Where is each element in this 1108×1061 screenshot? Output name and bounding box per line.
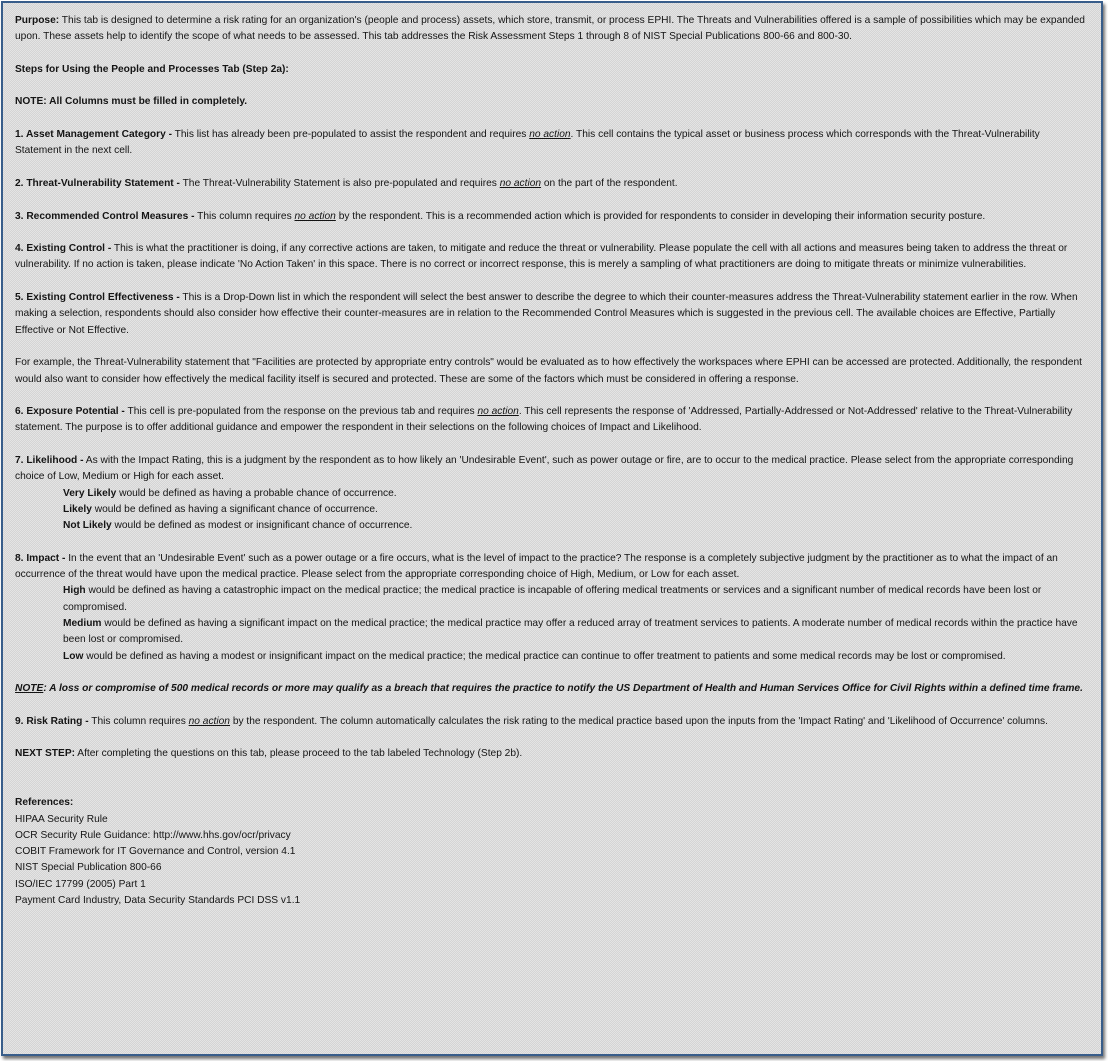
step-9-text-a: This column requires bbox=[88, 715, 189, 727]
likelihood-term: Very Likely bbox=[63, 487, 117, 499]
reference-item: NIST Special Publication 800-66 bbox=[15, 862, 162, 874]
likelihood-level bbox=[15, 502, 1089, 518]
step-2-text-b: on the part of the respondent. bbox=[541, 177, 678, 189]
impact-desc: would be defined as having a modest or insignificant impact on the medical practice; the medical practice can continue to offer treatment to patients and some medical records may be lost or compromised. bbox=[83, 650, 1006, 662]
reference-item: COBIT Framework for IT Governance and Control, version 4.1 bbox=[15, 846, 296, 858]
step-3-text-b: by the respondent. This is a recommended action which is provided for respondents to consider in developing their information security posture. bbox=[335, 210, 986, 222]
impact-term: Low bbox=[63, 650, 84, 662]
step-3-paragraph bbox=[15, 209, 1089, 225]
step-8-text: In the event that an 'Undesirable Event' such as a power outage or a fire occurs, what is the level of impact to the practice? The response is a completely subjective judgment by the practitioner as to what the impact of an occurrence of the threat would have upon the medical practice. Please select from the appropriate corresponding choice of High, Medium, or Low for each asset. bbox=[15, 552, 1058, 581]
instructions-panel bbox=[1, 1, 1103, 1056]
impact-desc: would be defined as having a significant impact on the medical practice; the medical practice may offer a reduced array of treatment services to patients. A moderate number of medical records within the practice have been lost or compromised. bbox=[63, 617, 1078, 646]
step-1-text-a: This list has already been pre-populated to assist the respondent and requires bbox=[172, 129, 530, 141]
step-6-paragraph bbox=[15, 404, 1089, 437]
step-6-text-b: . This cell represents the response of 'Addressed, Partially-Addressed or Not-Addressed' relative to the Threat-Vulnerability statement. The purpose is to offer additional guidance and empower the respondent in their selections on the following choices of Impact and Likelihood. bbox=[15, 406, 1073, 434]
step-6-label: 6. Exposure Potential - bbox=[15, 406, 125, 418]
step-7-text: As with the Impact Rating, this is a judgment by the respondent as to how likely an 'Undesirable Event', such as power outage or fire, are to occur to the medical practice. Please select from the appropriate corresponding choice of Low, Medium or High for each asset. bbox=[15, 455, 1074, 483]
step-6-emphasis: no action bbox=[477, 406, 519, 418]
step-3-emphasis: no action bbox=[294, 210, 336, 222]
step-4-text: This is what the practitioner is doing, if any corrective actions are taken, to mitigate and reduce the threat or vulnerability. Please populate the cell with all actions and measures being taken to address the threat or vulnerability. If no action is taken, please indicate 'No Action Taken' in this space. There is no correct or incorrect response, this is merely a sampling of what practitioners are doing to mitigate threats or minimize vulnerabilities. bbox=[15, 243, 1068, 271]
references-heading-text: References: bbox=[15, 797, 74, 809]
note-all-columns-text: NOTE: All Columns must be filled in completely. bbox=[15, 96, 248, 108]
breach-note-label: NOTE bbox=[15, 683, 44, 695]
step-8-paragraph bbox=[15, 551, 1089, 584]
likelihood-desc: would be defined as having a significant chance of occurrence. bbox=[91, 503, 378, 515]
likelihood-term: Likely bbox=[63, 503, 92, 515]
reference-item: OCR Security Rule Guidance: http://www.hhs.gov/ocr/privacy bbox=[15, 829, 291, 841]
step-2-paragraph bbox=[15, 176, 1089, 192]
next-step-paragraph bbox=[15, 746, 1089, 762]
impact-level bbox=[15, 583, 1089, 616]
step-2-emphasis: no action bbox=[499, 177, 542, 189]
step-5-text: This is a Drop-Down list in which the respondent will select the best answer to describe the degree to which their counter-measures address the Threat-Vulnerability statement earlier in the row. When making a selection, respondents should also consider how effective their counter-measures are in relation to the Recommended Control Measures which is suggested in the previous cell. The available choices are Effective, Partially Effective or Not Effective. bbox=[15, 292, 1078, 336]
impact-level bbox=[15, 649, 1089, 665]
step-3-label: 3. Recommended Control Measures - bbox=[15, 210, 195, 222]
step-1-paragraph bbox=[15, 127, 1089, 160]
breach-note-text: : A loss or compromise of 500 medical records or more may qualify as a breach that requires the practice to notify the US Department of Health and Human Services Office for Civil Rights within a defined time frame. bbox=[43, 683, 1083, 695]
impact-desc: would be defined as having a catastrophic impact on the medical practice; the medical practice is incapable of offering medical treatments or services and a significant number of medical records have been lost or compromised. bbox=[63, 585, 1042, 613]
next-step-text: After completing the questions on this tab, please proceed to the tab labeled Technology (Step 2b). bbox=[75, 748, 523, 760]
likelihood-desc: would be defined as modest or insignificant chance of occurrence. bbox=[111, 520, 413, 532]
step-9-emphasis: no action bbox=[188, 715, 230, 727]
step-5-paragraph bbox=[15, 290, 1089, 339]
reference-item: HIPAA Security Rule bbox=[15, 813, 108, 825]
step-6-text-a: This cell is pre-populated from the response on the previous tab and requires bbox=[124, 406, 478, 418]
impact-term: Medium bbox=[63, 617, 102, 629]
purpose-paragraph bbox=[15, 13, 1089, 46]
step-2-label: 2. Threat-Vulnerability Statement - bbox=[15, 177, 180, 189]
purpose-text: This tab is designed to determine a risk rating for an organization's (people and process) assets, which store, transmit, or process EPHI. The Threats and Vulnerabilities offered is a sample of possibilities which may be expanded upon. These assets help to identify the scope of what needs to be assessed. This tab addresses the Risk Assessment Steps 1 through 8 of NIST Special Publications 800-66 and 800-30. bbox=[15, 15, 1085, 43]
step-1-emphasis: no action bbox=[529, 129, 571, 141]
references-heading bbox=[15, 795, 1089, 811]
step-7-paragraph bbox=[15, 453, 1089, 486]
next-step-label: NEXT STEP: bbox=[15, 748, 76, 760]
step-1-label: 1. Asset Management Category - bbox=[15, 129, 173, 141]
step-9-paragraph bbox=[15, 714, 1089, 730]
step-5-label: 5. Existing Control Effectiveness - bbox=[15, 292, 180, 304]
note-all-columns bbox=[15, 94, 1089, 110]
likelihood-term: Not Likely bbox=[63, 520, 112, 532]
reference-item: Payment Card Industry, Data Security Standards PCI DSS v1.1 bbox=[15, 895, 301, 907]
step-7-label: 7. Likelihood - bbox=[15, 455, 84, 467]
step-2-text-a: The Threat-Vulnerability Statement is also pre-populated and requires bbox=[179, 177, 500, 189]
impact-term: High bbox=[63, 585, 86, 597]
purpose-label: Purpose: bbox=[15, 15, 60, 26]
step-8-label: 8. Impact - bbox=[15, 552, 66, 564]
steps-heading bbox=[15, 62, 1089, 78]
likelihood-level bbox=[15, 486, 1089, 502]
step-4-paragraph bbox=[15, 241, 1089, 274]
step-9-label: 9. Risk Rating - bbox=[15, 715, 89, 727]
impact-level bbox=[15, 616, 1089, 649]
likelihood-level bbox=[15, 518, 1089, 534]
example-paragraph: For example, the Threat-Vulnerability statement that "Facilities are protected by appropriate entry controls" would be evaluated as to how effectively the workspaces where EPHI can be accessed are protected. Additionally, the respondent would also want to consider how effectively the medical facility itself is secured and protected. These are some of the factors which must be considered in offering a response. bbox=[15, 357, 1082, 385]
steps-heading-text: Steps for Using the People and Processes Tab (Step 2a): bbox=[15, 63, 289, 75]
step-3-text-a: This column requires bbox=[194, 210, 295, 222]
step-9-text-b: by the respondent. The column automatically calculates the risk rating to the medical practice based upon the inputs from the 'Impact Rating' and 'Likelihood of Occurrence' columns. bbox=[229, 715, 1048, 727]
step-1-text-b: . This cell contains the typical asset or business process which corresponds with the Threat-Vulnerability Statement in the next cell. bbox=[15, 129, 1040, 157]
step-4-label: 4. Existing Control - bbox=[15, 243, 112, 255]
likelihood-desc: would be defined as having a probable chance of occurrence. bbox=[116, 487, 397, 499]
breach-note bbox=[15, 681, 1089, 697]
reference-item: ISO/IEC 17799 (2005) Part 1 bbox=[15, 878, 146, 890]
